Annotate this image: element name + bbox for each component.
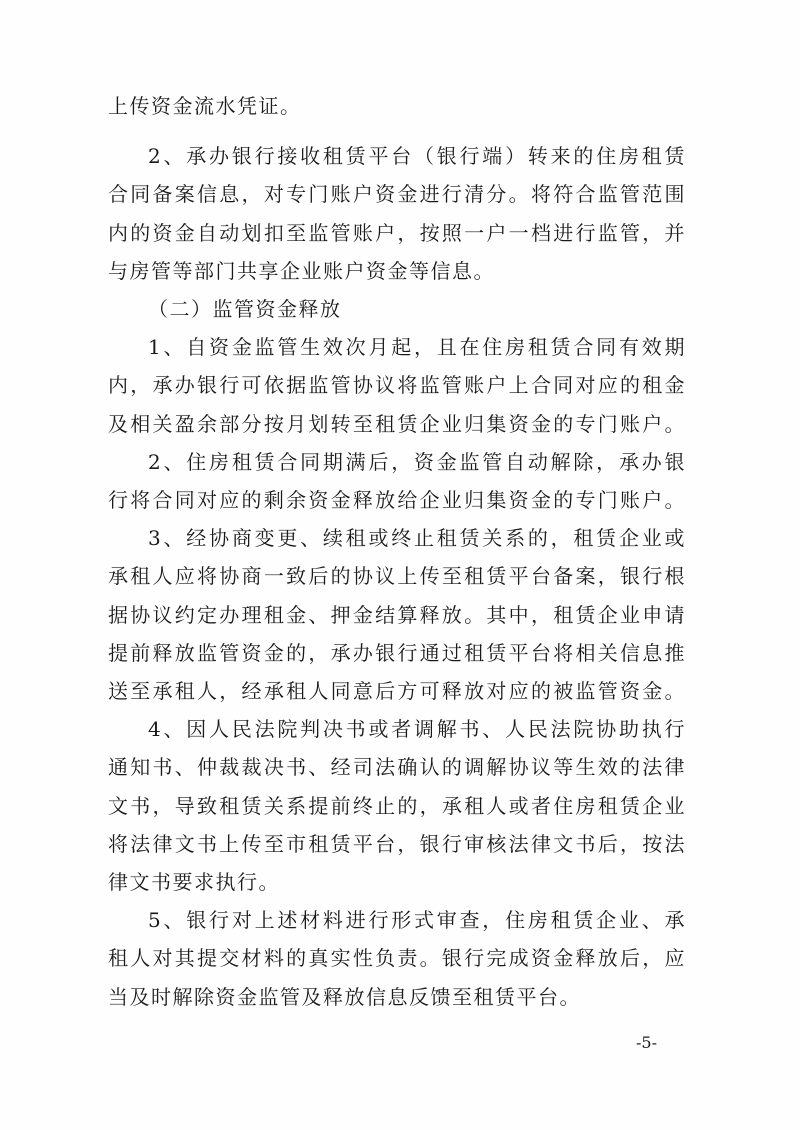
section-heading: （二）监管资金释放: [148, 297, 342, 321]
text-line: 2、住房租赁合同期满后，资金监管自动解除，承办银: [148, 450, 686, 474]
text-line: 内的资金自动划扣至监管账户，按照一户一档进行监管，并: [108, 221, 686, 245]
text-line: 1、自资金监管生效次月起，且在住房租赁合同有效期: [148, 335, 686, 359]
text-line: 5、银行对上述材料进行形式审查，住房租赁企业、承: [148, 908, 686, 932]
text-line: 合同备案信息，对专门账户资金进行清分。将符合监管范围: [108, 182, 686, 206]
text-line: 将法律文书上传至市租赁平台，银行审核法律文书后，按法: [108, 832, 686, 856]
text-line: 提前释放监管资金的，承办银行通过租赁平台将相关信息推: [108, 641, 686, 665]
text-line: 租人对其提交材料的真实性负责。银行完成资金释放后，应: [108, 946, 686, 970]
text-line: 据协议约定办理租金、押金结算释放。其中，租赁企业申请: [108, 603, 686, 627]
text-line: 上传资金流水凭证。: [108, 94, 302, 118]
text-line: 承租人应将协商一致后的协议上传至租赁平台备案，银行根: [108, 564, 686, 588]
page-number: -5-: [636, 1033, 657, 1052]
text-line: 及相关盈余部分按月划转至租赁企业归集资金的专门账户。: [108, 412, 686, 436]
text-line: 2、承办银行接收租赁平台（银行端）转来的住房租赁: [148, 144, 686, 168]
text-line: 当及时解除资金监管及释放信息反馈至租赁平台。: [108, 985, 581, 1009]
text-line: 内，承办银行可依据监管协议将监管账户上合同对应的租金: [108, 373, 686, 397]
text-line: 行将合同对应的剩余资金释放给企业归集资金的专门账户。: [108, 488, 686, 512]
text-line: 律文书要求执行。: [108, 870, 280, 894]
text-line: 送至承租人，经承租人同意后方可释放对应的被监管资金。: [108, 679, 686, 703]
text-line: 通知书、仲裁裁决书、经司法确认的调解协议等生效的法律: [108, 755, 686, 779]
text-line: 4、因人民法院判决书或者调解书、人民法院协助执行: [148, 717, 686, 741]
text-line: 3、经协商变更、续租或终止租赁关系的，租赁企业或: [148, 526, 686, 550]
text-line: 与房管等部门共享企业账户资金等信息。: [108, 259, 495, 283]
text-line: 文书，导致租赁关系提前终止的，承租人或者住房租赁企业: [108, 794, 686, 818]
